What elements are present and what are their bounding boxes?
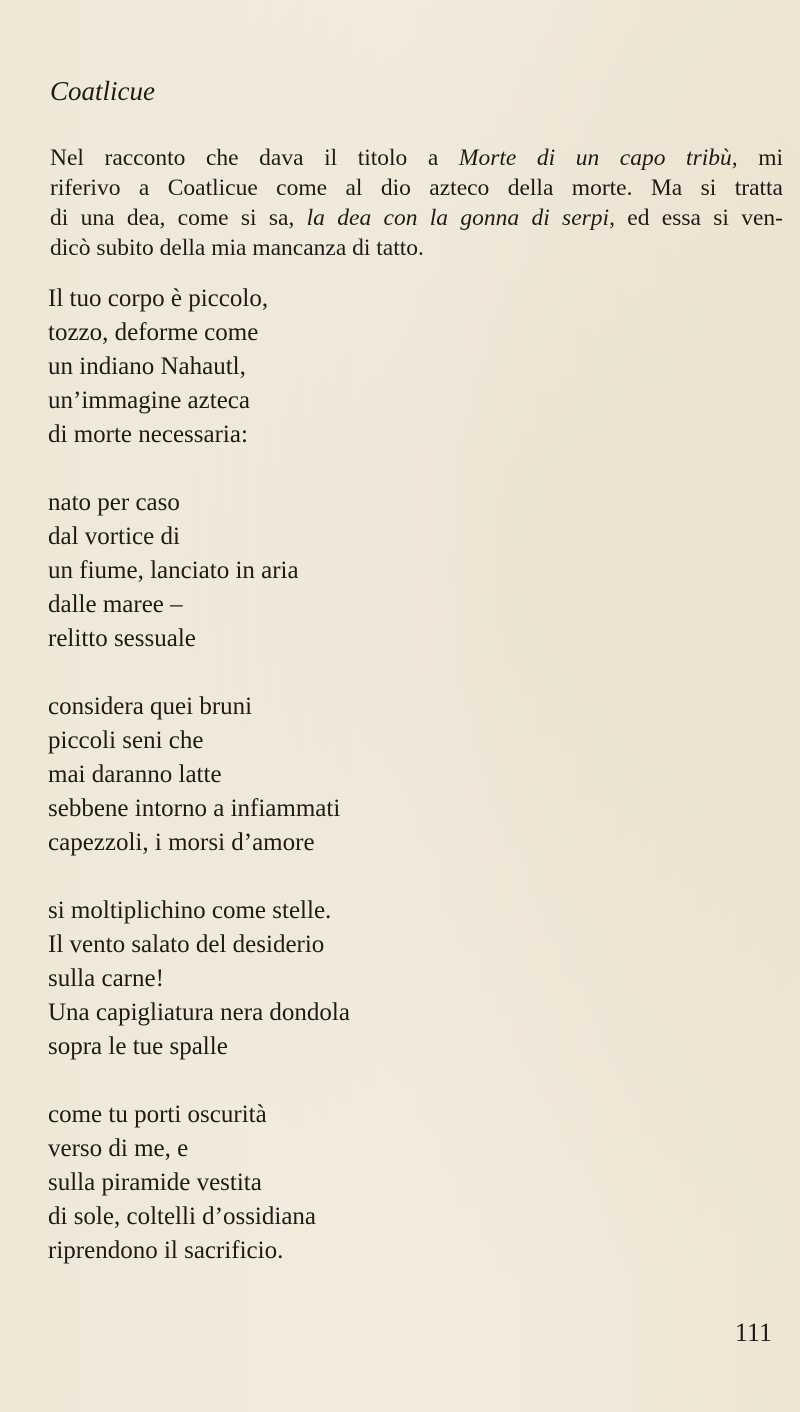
intro-line-4: dicò subito della mia mancanza di tatto.	[50, 235, 424, 261]
stanza	[48, 690, 648, 860]
verse-line: riprendono il sacrificio.	[48, 1237, 284, 1264]
stanza	[48, 282, 648, 452]
verse-line: piccoli seni che	[48, 727, 204, 754]
intro-text: di una dea, come si sa,	[50, 205, 307, 231]
verse-line: dalle maree –	[48, 591, 183, 618]
verse-line: capezzoli, i morsi d’amore	[48, 829, 315, 856]
intro-line-3	[50, 203, 783, 233]
stanza	[48, 1098, 648, 1268]
verse-line: si moltiplichino come stelle.	[48, 897, 332, 924]
intro-text: , mi	[731, 145, 784, 171]
verse-line: nato per caso	[48, 489, 180, 516]
verse-line: un indiano Nahautl,	[48, 353, 246, 380]
stanza	[48, 894, 648, 1064]
verse-line: sopra le tue spalle	[48, 1033, 228, 1060]
poem-title: Coatlicue	[50, 76, 155, 106]
verse-line: Il vento salato del desiderio	[48, 931, 325, 958]
poem-body	[48, 282, 648, 1302]
verse-line: mai daranno latte	[48, 761, 222, 788]
verse-line: come tu porti oscurità	[48, 1101, 267, 1128]
verse-line: di morte necessaria:	[48, 421, 248, 448]
book-title-italic: Morte di un capo tribù	[458, 145, 732, 171]
intro-line-1	[50, 143, 783, 173]
stanza	[48, 486, 648, 656]
verse-line: un’immagine azteca	[48, 387, 250, 414]
intro-text: Nel racconto che dava il titolo a	[50, 145, 459, 171]
verse-line: Una capigliatura nera dondola	[48, 999, 350, 1026]
verse-line: Il tuo corpo è piccolo,	[48, 285, 269, 312]
intro-text: , ed essa si ven-	[609, 205, 783, 231]
verse-line: verso di me, e	[48, 1135, 189, 1162]
intro-paragraph	[50, 143, 783, 263]
verse-line: dal vortice di	[48, 523, 180, 550]
epithet-italic: la dea con la gonna di serpi	[306, 205, 610, 231]
verse-line: sulla carne!	[48, 965, 164, 992]
verse-line: sulla piramide vestita	[48, 1169, 262, 1196]
verse-line: considera quei bruni	[48, 693, 253, 720]
verse-line: sebbene intorno a infiammati	[48, 795, 341, 822]
verse-line: un fiume, lanciato in aria	[48, 557, 299, 584]
page-number: 111	[734, 1318, 772, 1347]
verse-line: tozzo, deforme come	[48, 319, 259, 346]
verse-line: di sole, coltelli d’ossidiana	[48, 1203, 317, 1230]
verse-line: relitto sessuale	[48, 625, 196, 652]
intro-line-2: riferivo a Coatlicue come al dio azteco della morte. Ma si tratta	[50, 175, 783, 201]
